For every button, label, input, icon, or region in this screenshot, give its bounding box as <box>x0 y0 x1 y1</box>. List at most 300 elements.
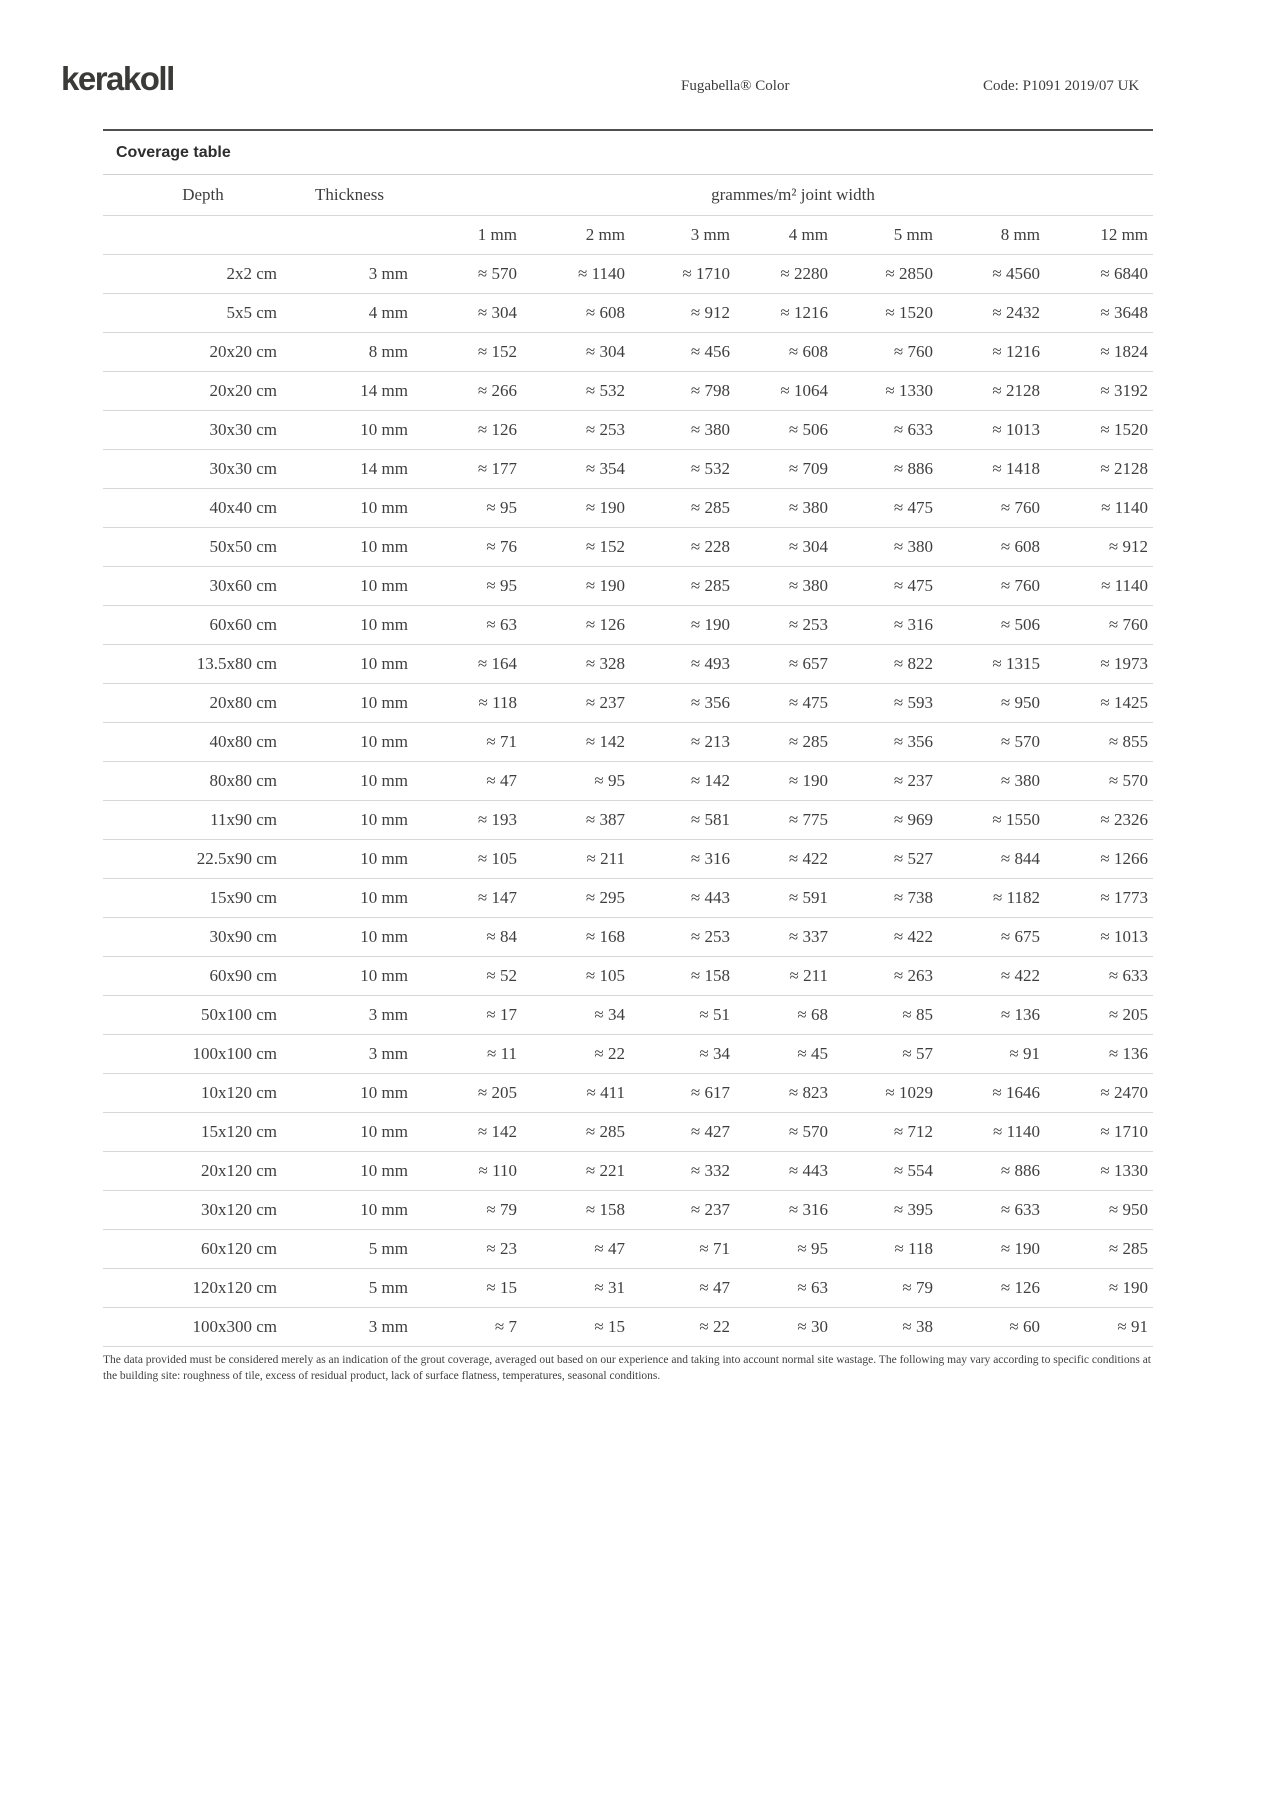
coverage-value-cell: ≈ 47 <box>699 1278 730 1297</box>
thickness-cell: 10 mm <box>360 888 408 907</box>
coverage-value-cell: ≈ 3648 <box>1100 303 1149 322</box>
coverage-value-cell: ≈ 168 <box>585 927 625 946</box>
coverage-value-cell: ≈ 822 <box>893 654 933 673</box>
coverage-value-cell: ≈ 45 <box>797 1044 828 1063</box>
thickness-cell: 10 mm <box>360 693 408 712</box>
table-row <box>103 567 1153 606</box>
coverage-value-cell: ≈ 456 <box>690 342 730 361</box>
coverage-value-cell: ≈ 356 <box>690 693 730 712</box>
coverage-value-cell: ≈ 285 <box>788 732 828 751</box>
coverage-value-cell: ≈ 532 <box>585 381 625 400</box>
coverage-value-cell: ≈ 15 <box>594 1317 625 1336</box>
coverage-value-cell: ≈ 1425 <box>1100 693 1149 712</box>
joint-width-header: 3 mm <box>690 225 730 244</box>
coverage-value-cell: ≈ 2280 <box>780 264 828 283</box>
coverage-value-cell: ≈ 554 <box>893 1161 933 1180</box>
coverage-value-cell: ≈ 475 <box>893 498 933 517</box>
table-row <box>103 840 1153 879</box>
table-row <box>103 1308 1153 1347</box>
coverage-value-cell: ≈ 1773 <box>1100 888 1149 907</box>
coverage-value-cell: ≈ 34 <box>594 1005 625 1024</box>
coverage-value-cell: ≈ 1330 <box>885 381 933 400</box>
depth-cell: 22.5x90 cm <box>196 849 277 868</box>
table-row <box>103 918 1153 957</box>
coverage-value-cell: ≈ 380 <box>1000 771 1040 790</box>
coverage-value-cell: ≈ 532 <box>690 459 730 478</box>
table-row <box>103 528 1153 567</box>
depth-cell: 60x60 cm <box>209 615 277 634</box>
coverage-value-cell: ≈ 285 <box>1108 1239 1149 1258</box>
coverage-value-cell: ≈ 136 <box>1000 1005 1040 1024</box>
coverage-value-cell: ≈ 633 <box>893 420 933 439</box>
coverage-value-cell: ≈ 506 <box>1000 615 1040 634</box>
thickness-cell: 3 mm <box>368 1317 408 1336</box>
depth-cell: 15x120 cm <box>200 1122 277 1141</box>
coverage-value-cell: ≈ 136 <box>1108 1044 1149 1063</box>
coverage-value-cell: ≈ 158 <box>585 1200 625 1219</box>
coverage-value-cell: ≈ 228 <box>690 537 730 556</box>
depth-cell: 20x80 cm <box>209 693 277 712</box>
coverage-value-cell: ≈ 285 <box>690 576 730 595</box>
coverage-value-cell: ≈ 1266 <box>1100 849 1149 868</box>
joint-width-header: 4 mm <box>788 225 828 244</box>
coverage-value-cell: ≈ 4560 <box>992 264 1040 283</box>
coverage-value-cell: ≈ 760 <box>1000 576 1040 595</box>
coverage-value-cell: ≈ 1013 <box>1100 927 1149 946</box>
thickness-cell: 10 mm <box>360 771 408 790</box>
joint-width-header: 12 mm <box>1100 225 1149 244</box>
coverage-value-cell: ≈ 969 <box>893 810 933 829</box>
coverage-value-cell: ≈ 1646 <box>992 1083 1040 1102</box>
coverage-value-cell: ≈ 2128 <box>992 381 1040 400</box>
thickness-cell: 10 mm <box>360 1161 408 1180</box>
thickness-cell: 4 mm <box>368 303 408 322</box>
depth-cell: 20x20 cm <box>209 342 277 361</box>
coverage-value-cell: ≈ 147 <box>477 888 517 907</box>
thickness-cell: 8 mm <box>368 342 408 361</box>
table-row <box>103 1269 1153 1308</box>
coverage-value-cell: ≈ 213 <box>690 732 730 751</box>
depth-cell: 30x60 cm <box>209 576 277 595</box>
thickness-cell: 3 mm <box>368 1044 408 1063</box>
coverage-value-cell: ≈ 22 <box>699 1317 730 1336</box>
coverage-value-cell: ≈ 591 <box>788 888 828 907</box>
depth-cell: 50x50 cm <box>209 537 277 556</box>
coverage-value-cell: ≈ 617 <box>690 1083 730 1102</box>
coverage-value-cell: ≈ 886 <box>893 459 933 478</box>
coverage-value-cell: ≈ 60 <box>1009 1317 1040 1336</box>
table-row <box>103 1074 1153 1113</box>
coverage-value-cell: ≈ 443 <box>788 1161 828 1180</box>
coverage-value-cell: ≈ 285 <box>690 498 730 517</box>
depth-cell: 11x90 cm <box>210 810 277 829</box>
grammes-joint-width-header: grammes/m² joint width <box>711 185 875 204</box>
coverage-value-cell: ≈ 57 <box>902 1044 933 1063</box>
coverage-value-cell: ≈ 164 <box>477 654 517 673</box>
coverage-value-cell: ≈ 142 <box>690 771 730 790</box>
coverage-value-cell: ≈ 1418 <box>992 459 1040 478</box>
joint-width-header: 2 mm <box>585 225 625 244</box>
depth-cell: 60x90 cm <box>209 966 277 985</box>
coverage-value-cell: ≈ 95 <box>486 498 517 517</box>
depth-cell: 40x40 cm <box>209 498 277 517</box>
coverage-value-cell: ≈ 22 <box>594 1044 625 1063</box>
coverage-value-cell: ≈ 6840 <box>1100 264 1149 283</box>
coverage-value-cell: ≈ 2432 <box>992 303 1040 322</box>
coverage-value-cell: ≈ 263 <box>893 966 933 985</box>
coverage-value-cell: ≈ 63 <box>486 615 517 634</box>
depth-cell: 5x5 cm <box>226 303 277 322</box>
thickness-cell: 10 mm <box>360 732 408 751</box>
depth-column-header: Depth <box>182 185 224 204</box>
coverage-value-cell: ≈ 422 <box>788 849 828 868</box>
coverage-value-cell: ≈ 1824 <box>1100 342 1149 361</box>
thickness-cell: 14 mm <box>360 381 408 400</box>
coverage-value-cell: ≈ 118 <box>894 1239 933 1258</box>
coverage-value-cell: ≈ 23 <box>486 1239 517 1258</box>
coverage-value-cell: ≈ 205 <box>1108 1005 1149 1024</box>
coverage-value-cell: ≈ 760 <box>893 342 933 361</box>
depth-cell: 20x120 cm <box>200 1161 277 1180</box>
coverage-value-cell: ≈ 823 <box>788 1083 828 1102</box>
coverage-value-cell: ≈ 760 <box>1108 615 1149 634</box>
coverage-value-cell: ≈ 380 <box>788 576 828 595</box>
coverage-table-section <box>103 129 1153 1347</box>
coverage-value-cell: ≈ 11 <box>487 1044 517 1063</box>
depth-cell: 100x100 cm <box>192 1044 277 1063</box>
coverage-value-cell: ≈ 47 <box>594 1239 625 1258</box>
coverage-value-cell: ≈ 1216 <box>992 342 1040 361</box>
coverage-value-cell: ≈ 443 <box>690 888 730 907</box>
coverage-value-cell: ≈ 2326 <box>1100 810 1149 829</box>
coverage-value-cell: ≈ 387 <box>585 810 625 829</box>
coverage-value-cell: ≈ 253 <box>690 927 730 946</box>
table-row <box>103 606 1153 645</box>
depth-cell: 30x120 cm <box>200 1200 277 1219</box>
coverage-value-cell: ≈ 31 <box>594 1278 625 1297</box>
coverage-value-cell: ≈ 633 <box>1000 1200 1040 1219</box>
coverage-value-cell: ≈ 190 <box>690 615 730 634</box>
coverage-value-cell: ≈ 1029 <box>885 1083 933 1102</box>
table-row <box>103 294 1153 333</box>
coverage-value-cell: ≈ 84 <box>486 927 517 946</box>
coverage-value-cell: ≈ 337 <box>788 927 828 946</box>
thickness-cell: 10 mm <box>360 966 408 985</box>
coverage-value-cell: ≈ 427 <box>690 1122 730 1141</box>
coverage-value-cell: ≈ 295 <box>585 888 625 907</box>
depth-cell: 30x30 cm <box>209 459 277 478</box>
table-row <box>103 684 1153 723</box>
coverage-value-cell: ≈ 855 <box>1108 732 1149 751</box>
coverage-value-cell: ≈ 356 <box>893 732 933 751</box>
coverage-value-cell: ≈ 211 <box>789 966 828 985</box>
coverage-value-cell: ≈ 675 <box>1000 927 1040 946</box>
document-code: Code: P1091 2019/07 UK <box>983 78 1140 94</box>
coverage-value-cell: ≈ 1315 <box>992 654 1040 673</box>
depth-cell: 50x100 cm <box>200 1005 277 1024</box>
thickness-cell: 10 mm <box>360 1200 408 1219</box>
coverage-value-cell: ≈ 51 <box>699 1005 730 1024</box>
table-row <box>103 801 1153 840</box>
coverage-value-cell: ≈ 738 <box>893 888 933 907</box>
coverage-value-cell: ≈ 422 <box>1000 966 1040 985</box>
coverage-value-cell: ≈ 7 <box>494 1317 517 1336</box>
coverage-value-cell: ≈ 633 <box>1108 966 1149 985</box>
joint-width-header: 8 mm <box>1000 225 1040 244</box>
table-row <box>103 645 1153 684</box>
depth-cell: 13.5x80 cm <box>196 654 277 673</box>
coverage-value-cell: ≈ 1550 <box>992 810 1040 829</box>
coverage-value-cell: ≈ 237 <box>893 771 933 790</box>
coverage-value-cell: ≈ 1182 <box>993 888 1040 907</box>
joint-width-header: 5 mm <box>893 225 933 244</box>
thickness-cell: 10 mm <box>360 1122 408 1141</box>
coverage-value-cell: ≈ 91 <box>1117 1317 1149 1336</box>
coverage-value-cell: ≈ 1330 <box>1100 1161 1149 1180</box>
coverage-value-cell: ≈ 760 <box>1000 498 1040 517</box>
coverage-value-cell: ≈ 1140 <box>1101 498 1149 517</box>
thickness-cell: 10 mm <box>360 498 408 517</box>
coverage-value-cell: ≈ 1520 <box>885 303 933 322</box>
table-row <box>103 1113 1153 1152</box>
coverage-value-cell: ≈ 105 <box>477 849 517 868</box>
thickness-cell: 10 mm <box>360 1083 408 1102</box>
table-row <box>103 1230 1153 1269</box>
coverage-value-cell: ≈ 152 <box>585 537 625 556</box>
thickness-cell: 14 mm <box>360 459 408 478</box>
thickness-cell: 10 mm <box>360 654 408 673</box>
coverage-value-cell: ≈ 844 <box>1000 849 1040 868</box>
coverage-value-cell: ≈ 193 <box>477 810 517 829</box>
coverage-value-cell: ≈ 79 <box>486 1200 517 1219</box>
coverage-value-cell: ≈ 475 <box>893 576 933 595</box>
coverage-value-cell: ≈ 581 <box>690 810 730 829</box>
table-title: Coverage table <box>103 131 1153 175</box>
table-row <box>103 489 1153 528</box>
coverage-value-cell: ≈ 506 <box>788 420 828 439</box>
table-header-row-joint-widths <box>103 216 1153 255</box>
coverage-value-cell: ≈ 211 <box>586 849 625 868</box>
thickness-column-header: Thickness <box>315 185 384 204</box>
coverage-value-cell: ≈ 177 <box>477 459 517 478</box>
table-row <box>103 1035 1153 1074</box>
coverage-value-cell: ≈ 3192 <box>1100 381 1149 400</box>
coverage-value-cell: ≈ 380 <box>788 498 828 517</box>
coverage-value-cell: ≈ 608 <box>1000 537 1040 556</box>
coverage-value-cell: ≈ 570 <box>1000 732 1040 751</box>
coverage-value-cell: ≈ 475 <box>788 693 828 712</box>
coverage-value-cell: ≈ 190 <box>1000 1239 1040 1258</box>
coverage-value-cell: ≈ 2470 <box>1100 1083 1149 1102</box>
thickness-cell: 10 mm <box>360 849 408 868</box>
coverage-value-cell: ≈ 328 <box>585 654 625 673</box>
coverage-value-cell: ≈ 17 <box>486 1005 517 1024</box>
coverage-value-cell: ≈ 126 <box>585 615 625 634</box>
coverage-value-cell: ≈ 2128 <box>1100 459 1149 478</box>
coverage-value-cell: ≈ 253 <box>585 420 625 439</box>
coverage-value-cell: ≈ 304 <box>585 342 625 361</box>
coverage-value-cell: ≈ 1140 <box>578 264 625 283</box>
depth-cell: 2x2 cm <box>226 264 277 283</box>
coverage-value-cell: ≈ 422 <box>893 927 933 946</box>
coverage-value-cell: ≈ 110 <box>478 1161 517 1180</box>
thickness-cell: 5 mm <box>368 1239 408 1258</box>
coverage-value-cell: ≈ 253 <box>788 615 828 634</box>
coverage-value-cell: ≈ 1973 <box>1100 654 1149 673</box>
coverage-value-cell: ≈ 316 <box>893 615 933 634</box>
coverage-value-cell: ≈ 71 <box>699 1239 730 1258</box>
coverage-value-cell: ≈ 95 <box>797 1239 828 1258</box>
coverage-value-cell: ≈ 354 <box>585 459 625 478</box>
coverage-value-cell: ≈ 205 <box>477 1083 517 1102</box>
coverage-value-cell: ≈ 593 <box>893 693 933 712</box>
coverage-value-cell: ≈ 912 <box>690 303 730 322</box>
coverage-value-cell: ≈ 2850 <box>885 264 933 283</box>
coverage-value-cell: ≈ 285 <box>585 1122 625 1141</box>
thickness-cell: 10 mm <box>360 927 408 946</box>
depth-cell: 60x120 cm <box>200 1239 277 1258</box>
table-row <box>103 1152 1153 1191</box>
coverage-value-cell: ≈ 570 <box>788 1122 828 1141</box>
table-row <box>103 957 1153 996</box>
coverage-value-cell: ≈ 380 <box>893 537 933 556</box>
coverage-value-cell: ≈ 52 <box>486 966 517 985</box>
coverage-value-cell: ≈ 304 <box>477 303 517 322</box>
table-row <box>103 762 1153 801</box>
coverage-value-cell: ≈ 71 <box>486 732 517 751</box>
coverage-value-cell: ≈ 38 <box>902 1317 933 1336</box>
coverage-value-cell: ≈ 76 <box>486 537 517 556</box>
coverage-value-cell: ≈ 332 <box>690 1161 730 1180</box>
coverage-value-cell: ≈ 30 <box>797 1317 828 1336</box>
depth-cell: 15x90 cm <box>209 888 277 907</box>
footnote: The data provided must be considered merely as an indication of the grout coverage, averaged out based on our experience and taking into account normal site wastage. The following may vary according to specific conditions at the building site: roughness of tile, excess of residual product, lack of surface flatness, temperatures, seasonal conditions. <box>103 1354 1151 1383</box>
coverage-value-cell: ≈ 1710 <box>1100 1122 1149 1141</box>
thickness-cell: 3 mm <box>368 1005 408 1024</box>
coverage-value-cell: ≈ 1520 <box>1100 420 1149 439</box>
table-row <box>103 879 1153 918</box>
depth-cell: 20x20 cm <box>209 381 277 400</box>
kerakoll-logo: kerakoll <box>61 60 174 97</box>
coverage-value-cell: ≈ 1140 <box>993 1122 1040 1141</box>
coverage-value-cell: ≈ 570 <box>477 264 517 283</box>
coverage-value-cell: ≈ 1710 <box>682 264 730 283</box>
coverage-value-cell: ≈ 237 <box>585 693 625 712</box>
coverage-value-cell: ≈ 79 <box>902 1278 933 1297</box>
thickness-cell: 3 mm <box>368 264 408 283</box>
coverage-value-cell: ≈ 1013 <box>992 420 1040 439</box>
coverage-value-cell: ≈ 15 <box>486 1278 517 1297</box>
coverage-value-cell: ≈ 158 <box>690 966 730 985</box>
coverage-value-cell: ≈ 1064 <box>780 381 828 400</box>
thickness-cell: 10 mm <box>360 615 408 634</box>
coverage-value-cell: ≈ 266 <box>477 381 517 400</box>
coverage-value-cell: ≈ 527 <box>893 849 933 868</box>
coverage-value-cell: ≈ 316 <box>690 849 730 868</box>
coverage-value-cell: ≈ 118 <box>478 693 517 712</box>
coverage-value-cell: ≈ 316 <box>788 1200 828 1219</box>
depth-cell: 120x120 cm <box>192 1278 277 1297</box>
table-row <box>103 255 1153 294</box>
coverage-value-cell: ≈ 68 <box>797 1005 828 1024</box>
coverage-value-cell: ≈ 152 <box>477 342 517 361</box>
coverage-value-cell: ≈ 1216 <box>780 303 828 322</box>
coverage-value-cell: ≈ 142 <box>477 1122 517 1141</box>
coverage-table <box>103 175 1153 1347</box>
coverage-value-cell: ≈ 304 <box>788 537 828 556</box>
depth-cell: 80x80 cm <box>209 771 277 790</box>
empty-cell <box>103 216 277 255</box>
coverage-value-cell: ≈ 190 <box>788 771 828 790</box>
coverage-value-cell: ≈ 712 <box>893 1122 933 1141</box>
coverage-value-cell: ≈ 709 <box>788 459 828 478</box>
coverage-value-cell: ≈ 912 <box>1108 537 1149 556</box>
depth-cell: 10x120 cm <box>200 1083 277 1102</box>
thickness-cell: 10 mm <box>360 810 408 829</box>
coverage-value-cell: ≈ 608 <box>788 342 828 361</box>
depth-cell: 30x30 cm <box>209 420 277 439</box>
empty-cell <box>277 216 408 255</box>
table-row <box>103 411 1153 450</box>
coverage-value-cell: ≈ 798 <box>690 381 730 400</box>
coverage-value-cell: ≈ 34 <box>699 1044 730 1063</box>
thickness-cell: 5 mm <box>368 1278 408 1297</box>
table-row <box>103 723 1153 762</box>
coverage-value-cell: ≈ 63 <box>797 1278 828 1297</box>
thickness-cell: 10 mm <box>360 420 408 439</box>
coverage-value-cell: ≈ 886 <box>1000 1161 1040 1180</box>
thickness-cell: 10 mm <box>360 537 408 556</box>
depth-cell: 40x80 cm <box>209 732 277 751</box>
table-header-row-labels <box>103 175 1153 216</box>
coverage-value-cell: ≈ 775 <box>788 810 828 829</box>
coverage-value-cell: ≈ 85 <box>902 1005 933 1024</box>
coverage-value-cell: ≈ 126 <box>477 420 517 439</box>
table-row <box>103 372 1153 411</box>
depth-cell: 30x90 cm <box>209 927 277 946</box>
table-body <box>103 255 1153 1347</box>
coverage-value-cell: ≈ 95 <box>594 771 625 790</box>
product-name: Fugabella® Color <box>681 78 790 94</box>
coverage-value-cell: ≈ 950 <box>1108 1200 1149 1219</box>
coverage-value-cell: ≈ 950 <box>1000 693 1040 712</box>
coverage-value-cell: ≈ 91 <box>1009 1044 1040 1063</box>
coverage-value-cell: ≈ 190 <box>585 498 625 517</box>
coverage-value-cell: ≈ 657 <box>788 654 828 673</box>
coverage-value-cell: ≈ 570 <box>1108 771 1149 790</box>
coverage-value-cell: ≈ 237 <box>690 1200 730 1219</box>
coverage-value-cell: ≈ 190 <box>1108 1278 1149 1297</box>
coverage-value-cell: ≈ 105 <box>585 966 625 985</box>
table-row <box>103 996 1153 1035</box>
coverage-value-cell: ≈ 395 <box>893 1200 933 1219</box>
coverage-value-cell: ≈ 221 <box>585 1161 625 1180</box>
coverage-value-cell: ≈ 190 <box>585 576 625 595</box>
coverage-value-cell: ≈ 126 <box>1000 1278 1040 1297</box>
coverage-value-cell: ≈ 493 <box>690 654 730 673</box>
coverage-value-cell: ≈ 142 <box>585 732 625 751</box>
coverage-value-cell: ≈ 380 <box>690 420 730 439</box>
coverage-value-cell: ≈ 411 <box>586 1083 625 1102</box>
coverage-value-cell: ≈ 1140 <box>1101 576 1149 595</box>
coverage-value-cell: ≈ 95 <box>486 576 517 595</box>
table-row <box>103 450 1153 489</box>
depth-cell: 100x300 cm <box>192 1317 277 1336</box>
joint-width-header: 1 mm <box>477 225 517 244</box>
thickness-cell: 10 mm <box>360 576 408 595</box>
coverage-value-cell: ≈ 47 <box>486 771 517 790</box>
coverage-value-cell: ≈ 608 <box>585 303 625 322</box>
